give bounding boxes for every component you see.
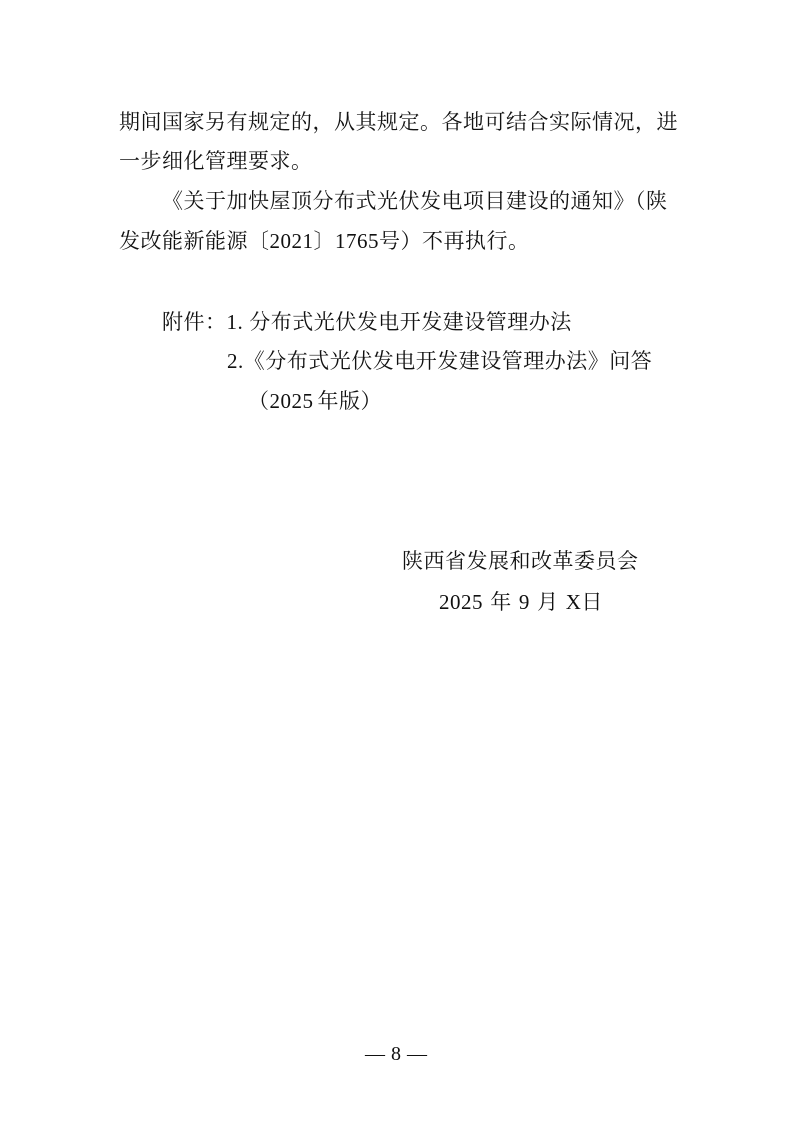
date-year-unit: 年 [490, 590, 512, 614]
paragraph-2-line-1: 《关于加快屋顶分布式光伏发电项目建设的通知》（陕 [162, 189, 668, 213]
paragraph-1-line-2: 一步细化管理要求。 [119, 149, 313, 173]
paragraph-2-text-a: 发改能新能源 [119, 229, 248, 253]
attachment-2-title: 《分布式光伏发电开发建设管理办法》问答 [243, 349, 653, 373]
page-number: — 8 — [365, 1043, 428, 1065]
attachment-1-number: 1. [226, 310, 244, 334]
attachments-label: 附件： [162, 310, 227, 334]
document-number: 〔2021〕1765 [248, 229, 379, 253]
date-month-unit: 月 [537, 590, 559, 614]
date-year: 2025 [439, 590, 483, 614]
paragraph-2-line-2 [119, 228, 530, 254]
date-day: X [565, 590, 582, 614]
attachment-2-cont-open: （ [248, 389, 270, 413]
paragraph-1-line-1: 期间国家另有规定的，从其规定。各地可结合实际情况，进 [119, 110, 678, 134]
attachment-item-1 [162, 309, 572, 335]
date-month: 9 [518, 590, 530, 614]
attachment-1-title: 分布式光伏发电开发建设管理办法 [249, 310, 572, 334]
attachment-2-cont-rest: 年版） [317, 389, 382, 413]
attachment-2-number: 2. [227, 349, 244, 373]
attachment-item-2-continued [248, 388, 382, 414]
issue-date [439, 589, 603, 615]
issuing-organization: 陕西省发展和改革委员会 [402, 549, 639, 573]
attachment-2-year: 2025 [269, 389, 314, 413]
date-day-unit: 日 [581, 590, 603, 614]
paragraph-2-text-c: 号）不再执行。 [379, 229, 530, 253]
attachment-item-2 [227, 348, 652, 374]
